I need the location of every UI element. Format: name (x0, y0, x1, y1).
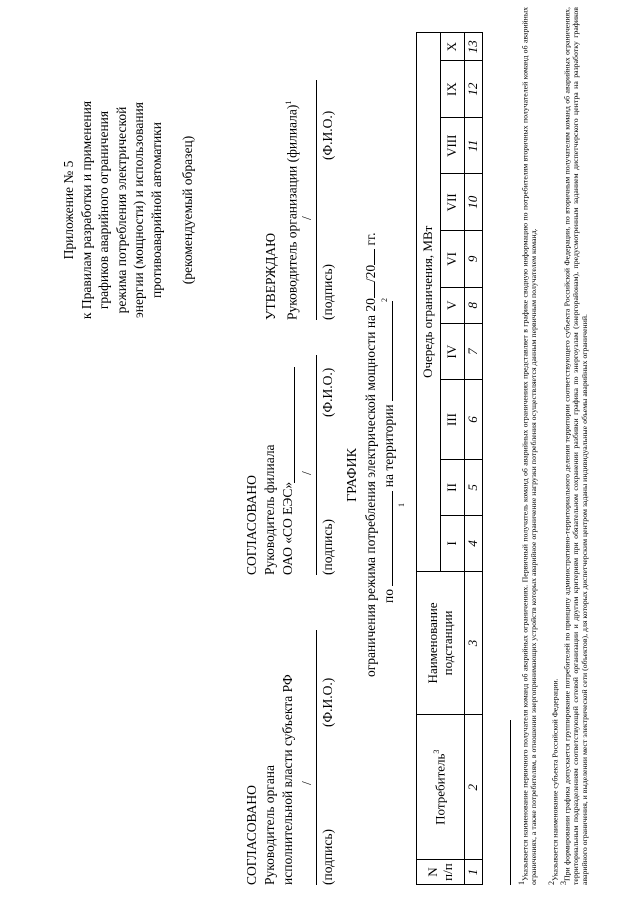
approval-middle-line: ОАО «СО ЕЭС» (280, 481, 295, 575)
appendix-block (60, 60, 197, 360)
column-number: 6 (465, 380, 483, 459)
stage-header: X (441, 33, 465, 61)
column-number: 3 (465, 571, 483, 715)
signature-caption: (подпись) (320, 828, 335, 885)
approval-left-line: Руководитель органа (262, 764, 277, 885)
signature-line (316, 355, 317, 575)
sample-note: (рекомендуемый образец) (180, 135, 195, 285)
schedule-title: ГРАФИК (345, 448, 360, 502)
stage-header: V (441, 287, 465, 323)
column-number: 9 (465, 231, 483, 288)
stage-header: II (441, 459, 465, 516)
stage-header: IX (441, 61, 465, 118)
schedule-po-line: по на территории (381, 301, 397, 603)
approval-right (262, 20, 302, 320)
footnote-ref: 1 (397, 503, 406, 507)
approval-left-line: исполнительной власти субъекта РФ (280, 674, 295, 885)
stage-header: VII (441, 174, 465, 231)
stage-header: IV (441, 323, 465, 380)
footnote-3: $^3$При формировании графика допускается группирование потребителей по принципу административно-территориального деления территории соответствующего субъекта Российской Федерации, по вторичным получателям команд об аварийных ограничениях, территориальным подразделениям соответствующей сетевой организации и другим критериям при обязательном сохранении разбивки графика по энергоузлам (энергорайонам), предусмотренным заданием диспетчерского центра на разработку графиков аварийного ограничения, и выделении мест электрической сети (объектов), для которых диспетчерским центром заданы индивидуальные объемы аварийных ограничений. (559, 7, 590, 885)
approval-middle-heading: СОГЛАСОВАНО (244, 475, 259, 575)
signature-line (316, 80, 317, 320)
stage-header: VI (441, 231, 465, 288)
header-substation: Наименование подстанции (417, 571, 465, 715)
stage-header: I (441, 516, 465, 571)
header-stage-group: Очередь ограничения, МВт (417, 33, 441, 572)
column-number: 10 (465, 174, 483, 231)
signature-line (316, 630, 317, 885)
slash: / (299, 471, 314, 475)
slash: / (299, 781, 314, 785)
appendix-line: режима потребления электрической (113, 106, 129, 314)
schedule-subtitle: ограничения режима потребления электрической мощности на 20/20 гг. (363, 232, 378, 677)
approval-left (243, 615, 297, 885)
footnote-ref: 1 (284, 100, 293, 105)
stage-header: VIII (441, 117, 465, 174)
signature-caption: (подпись) (320, 263, 335, 320)
stage-header: III (441, 380, 465, 459)
approval-middle-line: Руководитель филиала (262, 444, 277, 575)
column-number: 2 (465, 715, 483, 860)
fio-caption: (Ф.И.О.) (320, 110, 335, 160)
appendix-line: графиков аварийного ограничения (96, 110, 111, 310)
approval-right-line: Руководитель организации (филиала) (284, 104, 300, 320)
appendix-title: Приложение № 5 (61, 160, 76, 260)
footnote-1: $^1$Указывается наименование первичного получателя команд об аварийных ограничениях. Первичный получатель команд об аварийных ограничениях представляет в графике сводную информацию по потребителям вторичных получателей команд об аварийных ограничениях, а также потребителям, в отношении энергопринимающих устройств которых аварийное ограничение нагрузки потребления осуществляется данным первичным получателем команд. (517, 7, 539, 885)
column-number: 4 (465, 516, 483, 571)
column-number: 5 (465, 459, 483, 516)
footnote-ref: 2 (380, 298, 389, 302)
footnote-2: $^2$Указывается наименование субъекта Российской Федерации. (547, 678, 560, 885)
column-number: 12 (465, 61, 483, 118)
fio-caption: (Ф.И.О.) (320, 367, 335, 417)
header-n: N п/п (417, 860, 465, 885)
header-consumer: Потребитель$^3$ (417, 715, 465, 860)
footnote-separator (510, 720, 511, 885)
underline (294, 367, 295, 483)
column-number: 7 (465, 323, 483, 380)
approval-right-heading: УТВЕРЖДАЮ (263, 232, 278, 320)
column-number: 13 (465, 33, 483, 61)
column-number: 1 (465, 860, 483, 885)
schedule-table (416, 32, 483, 885)
signature-caption: (подпись) (320, 518, 335, 575)
column-number: 11 (465, 117, 483, 174)
appendix-line: к Правилам разработки и применения (78, 100, 94, 320)
fio-caption: (Ф.И.О.) (320, 677, 335, 727)
appendix-line: энергии (мощности) и использования (131, 102, 146, 318)
appendix-line: противоаварийной автоматики (148, 122, 164, 298)
slash: / (299, 216, 314, 220)
column-number: 8 (465, 287, 483, 323)
approval-left-heading: СОГЛАСОВАНО (244, 785, 259, 885)
approval-middle (243, 335, 297, 575)
